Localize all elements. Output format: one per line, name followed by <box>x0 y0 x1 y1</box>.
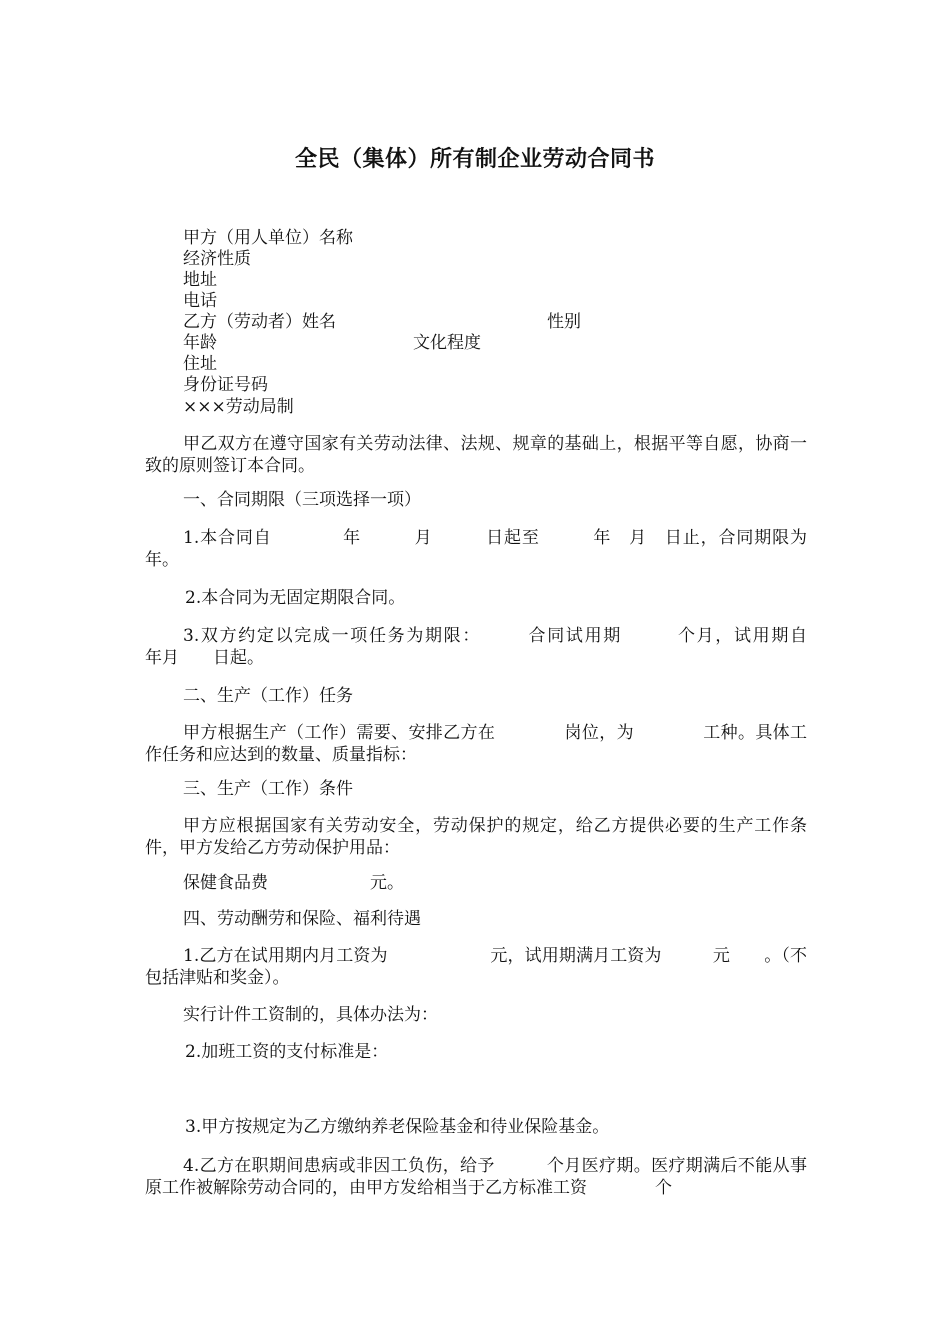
field-employer-name: 甲方（用人单位）名称 <box>183 228 353 248</box>
section-3-body: 甲方应根据国家有关劳动安全，劳动保护的规定，给乙方提供必要的生产工作条件，甲方发给乙方劳动保护用品： <box>145 816 807 858</box>
field-address: 地址 <box>183 270 217 290</box>
issuer-line: ×××劳动局制 <box>183 397 294 417</box>
section-4-piece-rate: 实行计件工资制的，具体办法为： <box>183 1005 438 1025</box>
section-3-health-food: 保健食品费 元。 <box>183 873 404 893</box>
section-1-item-1: 1.本合同自 年 月 日起至 年 月 日止，合同期限为年。 <box>145 528 807 570</box>
field-age: 年龄 <box>183 333 217 353</box>
field-gender: 性别 <box>547 312 581 332</box>
document-title: 全民（集体）所有制企业劳动合同书 <box>294 147 655 172</box>
section-1-item-3: 3.双方约定以完成一项任务为期限： 合同试用期 个月，试用期自 年月 日起。 <box>145 626 858 668</box>
section-4-item-3: 3.甲方按规定为乙方缴纳养老保险基金和待业保险基金。 <box>185 1117 610 1137</box>
section-2-heading: 二、生产（工作）任务 <box>183 686 353 706</box>
field-phone: 电话 <box>183 291 217 311</box>
section-4-heading: 四、劳动酬劳和保险、福利待遇 <box>183 909 421 929</box>
section-4-item-1: 1.乙方在试用期内月工资为 元，试用期满月工资为 元 。（不包括津贴和奖金）。 <box>145 946 807 988</box>
field-residence: 住址 <box>183 354 217 374</box>
field-id-number: 身份证号码 <box>183 375 268 395</box>
section-3-heading: 三、生产（工作）条件 <box>183 779 353 799</box>
section-2-body: 甲方根据生产（工作）需要、安排乙方在 岗位，为 工种。具体工作任务和应达到的数量、质量指标： <box>145 723 807 765</box>
field-employee-name: 乙方（劳动者）姓名 <box>183 312 336 332</box>
field-economic-nature: 经济性质 <box>183 249 251 269</box>
section-1-item-2: 2.本合同为无固定期限合同。 <box>185 588 406 608</box>
field-education: 文化程度 <box>413 333 481 353</box>
section-4-item-2: 2.加班工资的支付标准是： <box>185 1042 389 1062</box>
section-1-heading: 一、合同期限（三项选择一项） <box>183 490 421 510</box>
section-4-item-4: 4.乙方在职期间患病或非因工负伤，给予 个月医疗期。医疗期满后不能从事原工作被解除劳动合同的，由甲方发给相当于乙方标准工资 个 <box>145 1156 807 1198</box>
intro-paragraph: 甲乙双方在遵守国家有关劳动法律、法规、规章的基础上，根据平等自愿，协商一致的原则签订本合同。 <box>145 434 807 476</box>
